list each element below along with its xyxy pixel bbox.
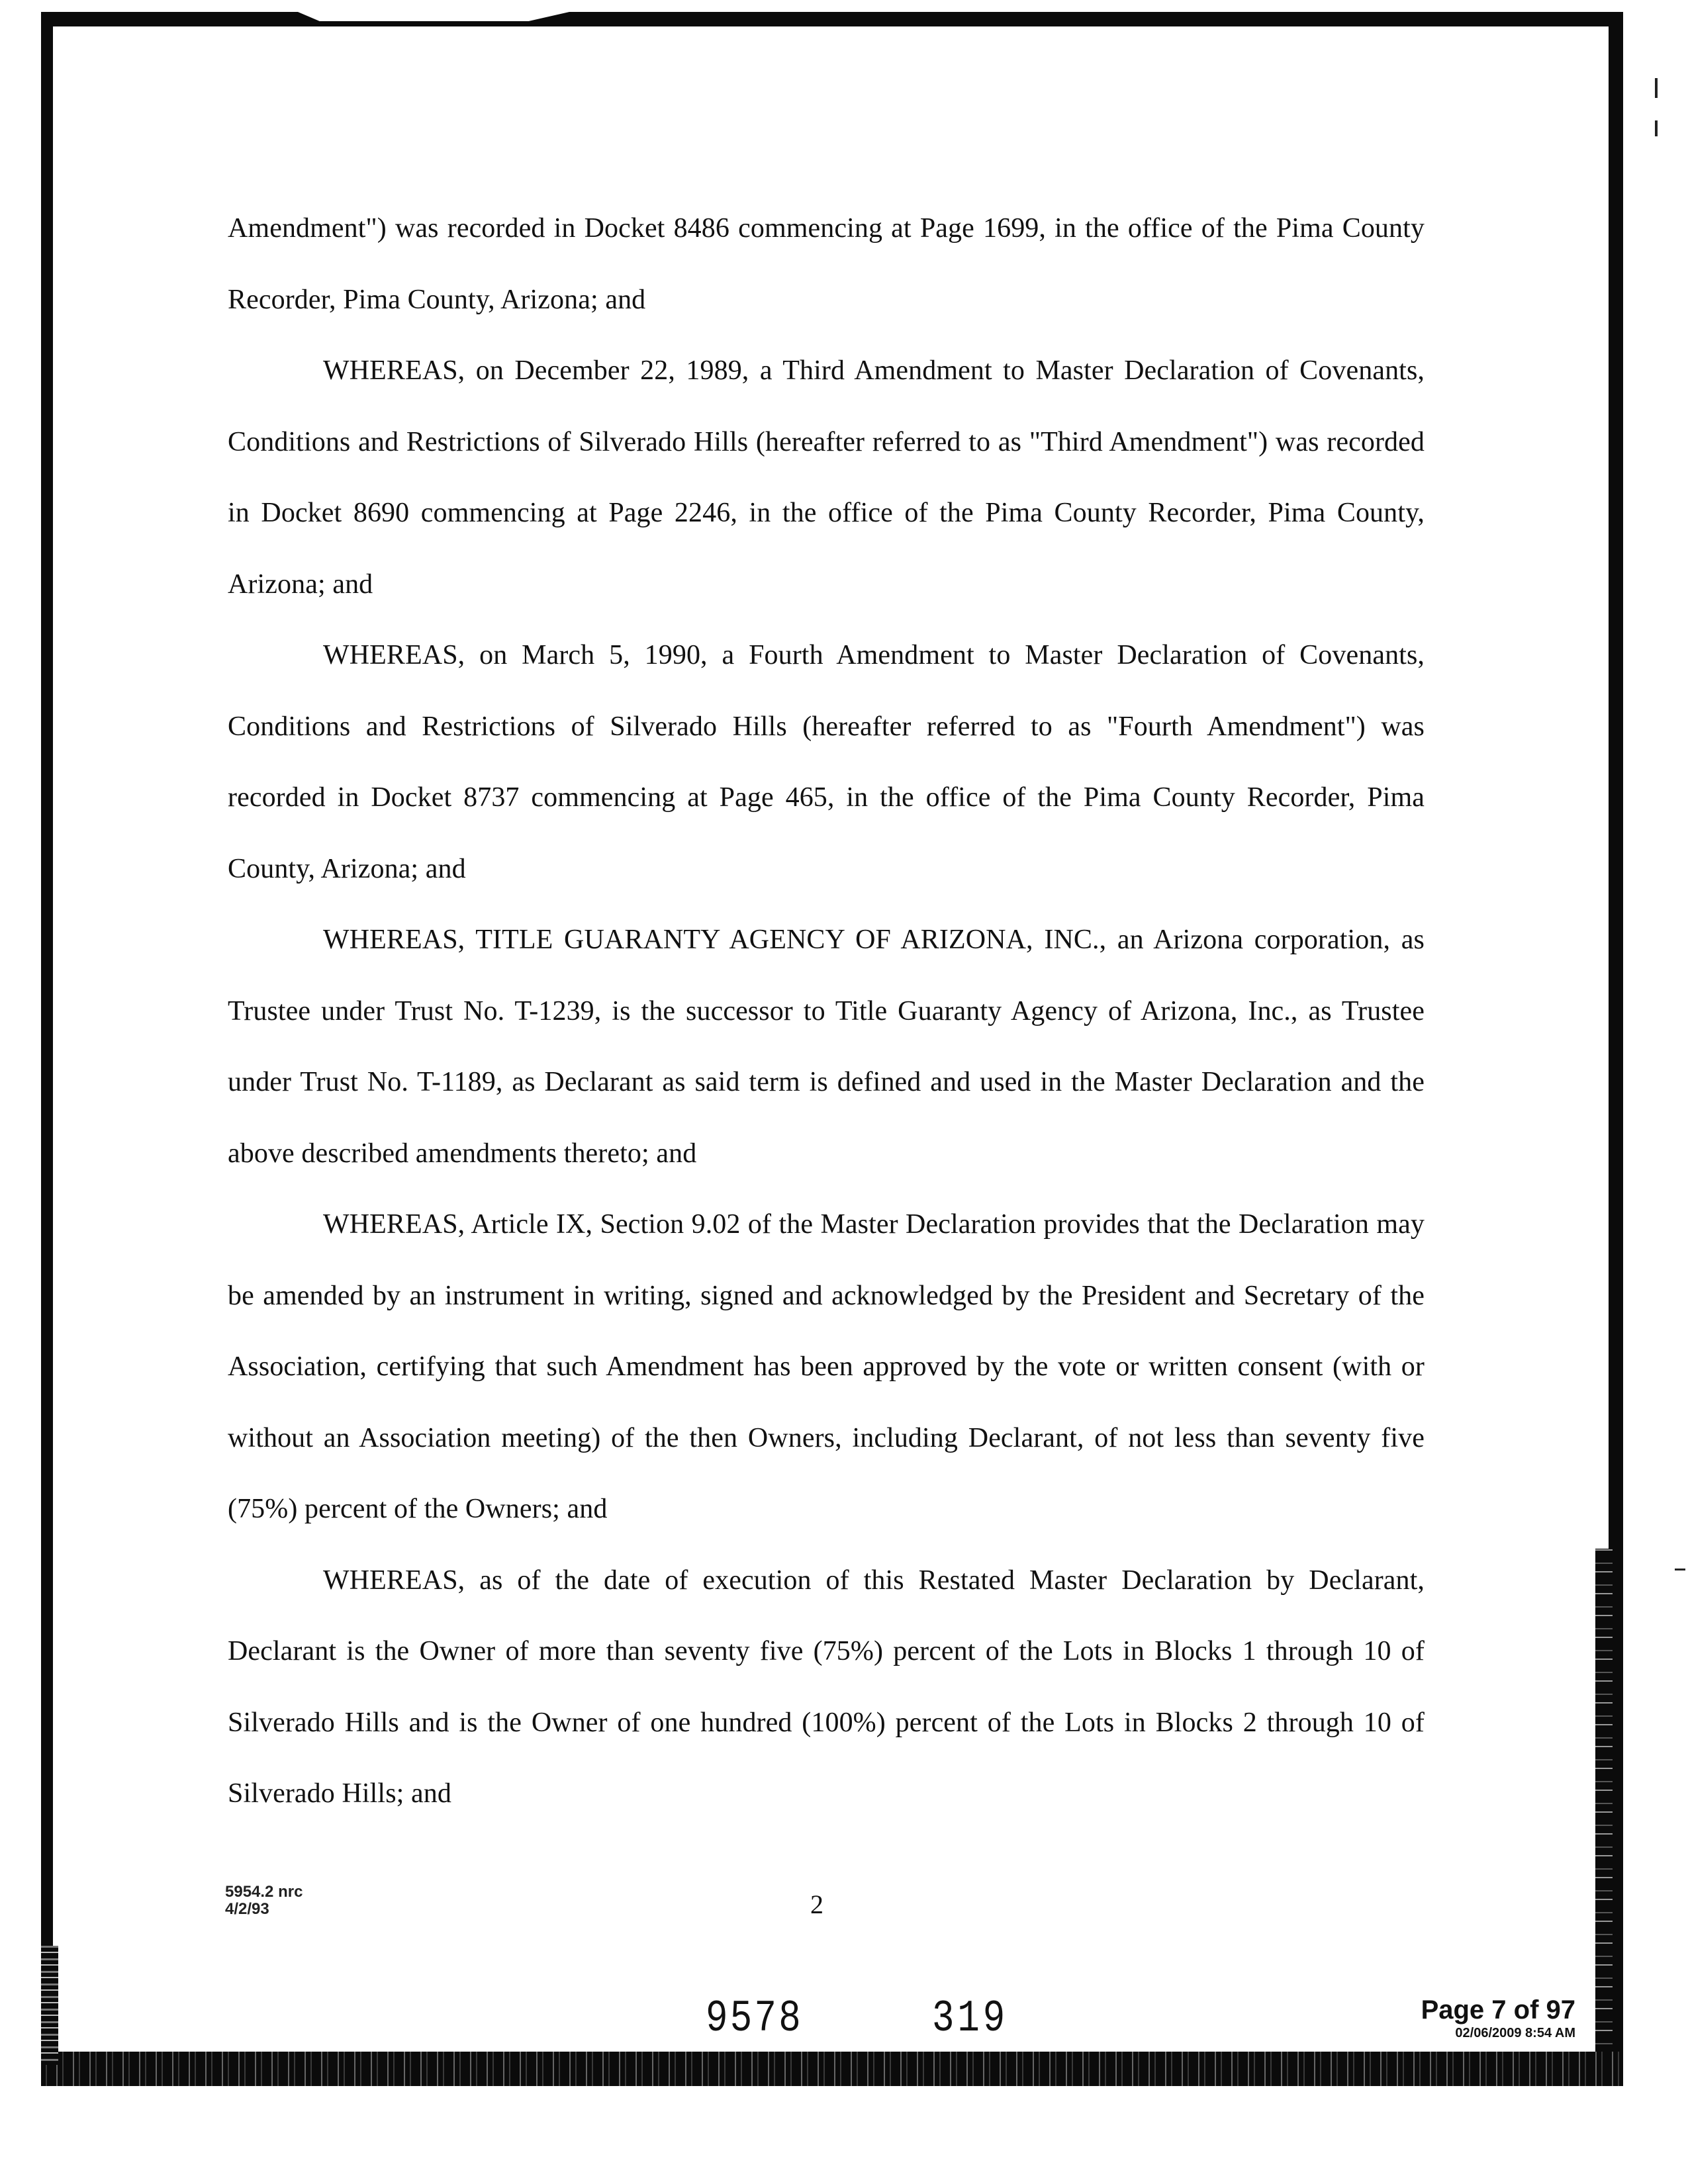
docket-page-number: 319 [932, 1993, 1009, 2044]
stamp-datetime: 02/06/2009 8:54 AM [1455, 2026, 1575, 2040]
scan-noise-right [1595, 1549, 1613, 2052]
footer-file-reference [225, 1884, 303, 1918]
scan-noise-left [41, 1946, 58, 2065]
scan-noise-bottom [41, 2052, 1623, 2086]
margin-mark [1675, 1569, 1685, 1570]
paragraph-title-guaranty: WHEREAS, TITLE GUARANTY AGENCY OF ARIZONA, INC., an Arizona corporation, as Trustee under Trust No. T-1239, is the successor to Title Guaranty Agency of Arizona, Inc., as Trustee under Trust No. T-1189, as Declarant as said term is defined and used in the Master Declaration and the above described amendments thereto; and [228, 925, 1425, 1169]
recorder-stamp [1364, 1995, 1575, 2041]
margin-mark [1655, 78, 1658, 98]
paragraph-amendment-continued: Amendment") was recorded in Docket 8486 commencing at Page 1699, in the office of the Pima County Recorder, Pima County, Arizona; and [228, 213, 1425, 315]
page-number: 2 [810, 1889, 823, 1919]
document-body [228, 193, 1425, 1830]
docket-number: 9578 [706, 1993, 803, 2044]
paragraph-fourth-amendment: WHEREAS, on March 5, 1990, a Fourth Amendment to Master Declaration of Covenants, Conditions and Restrictions of Silverado Hills (hereafter referred to as "Fourth Amendment") was recorded in Docket 8737 commencing at Page 465, in the office of the Pima County Recorder, Pima County, Arizona; and [228, 640, 1425, 884]
scan-edge-nick [298, 12, 569, 21]
margin-mark [1655, 120, 1658, 136]
file-date: 4/2/93 [225, 1900, 269, 1918]
file-code: 5954.2 nrc [225, 1883, 303, 1901]
stamp-page-label: Page 7 of 97 [1421, 1995, 1575, 2025]
paragraph-third-amendment: WHEREAS, on December 22, 1989, a Third Amendment to Master Declaration of Covenants, Conditions and Restrictions of Silverado Hills (hereafter referred to as "Third Amendment") was recorded in Docket 8690 commencing at Page 2246, in the office of the Pima County Recorder, Pima County, Arizona; and [228, 355, 1425, 600]
paragraph-article-ix: WHEREAS, Article IX, Section 9.02 of the Master Declaration provides that the Declaration may be amended by an instrument in writing, signed and acknowledged by the President and Secretary of the Association, certifying that such Amendment has been approved by the vote or written consent (with or without an Association meeting) of the then Owners, including Declarant, of not less than seventy five (75%) percent of the Owners; and [228, 1209, 1425, 1524]
paragraph-declarant-ownership: WHEREAS, as of the date of execution of this Restated Master Declaration by Declarant, Declarant is the Owner of more than seventy five (75%) percent of the Lots in Blocks 1 through 10 of Silverado Hills and is the Owner of one hundred (100%) percent of the Lots in Blocks 2 through 10 of Silverado Hills; and [228, 1565, 1425, 1809]
